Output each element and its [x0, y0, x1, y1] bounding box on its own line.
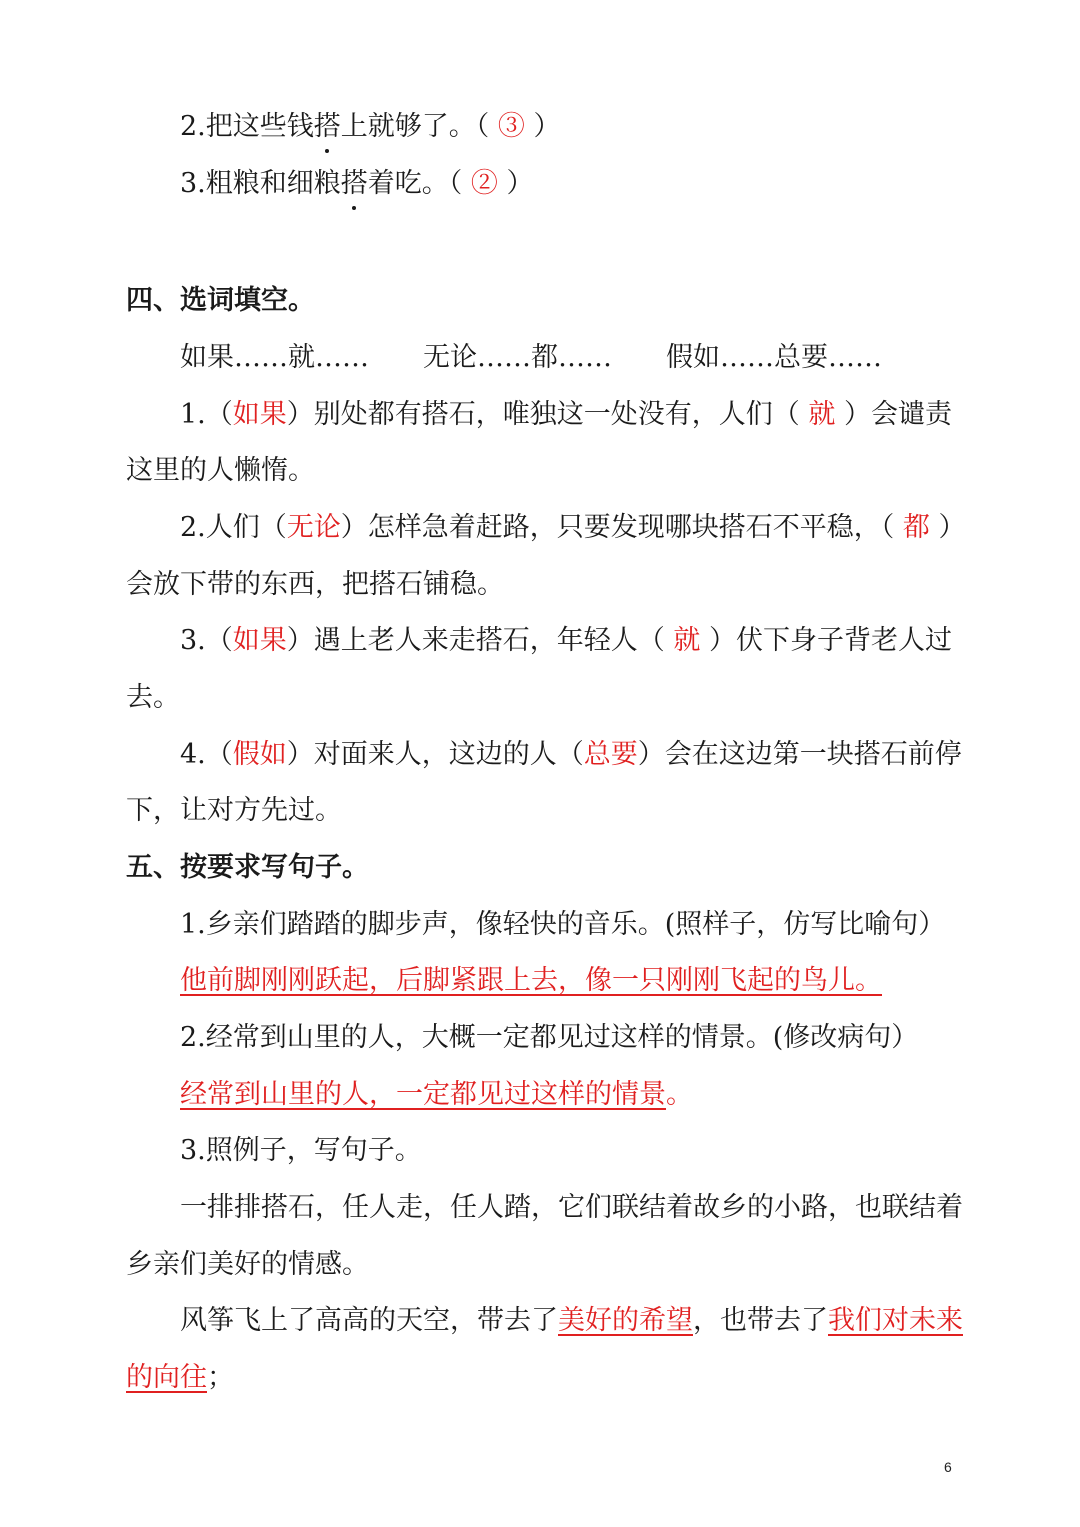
s4-item-1-cont: 这里的人懒惰。 [126, 455, 315, 486]
section-5-heading: 五、按要求写句子。 [126, 852, 369, 883]
answer: ③ [497, 111, 525, 142]
s5-question-1: 1.乡亲们踏踏的脚步声，像轻快的音乐。(照样子，仿写比喻句） [180, 909, 946, 940]
answer-underlined: 经常到山里的人，一定都见过这样的情景 [180, 1079, 666, 1110]
s5-question-2: 2.经常到山里的人，大概一定都见过这样的情景。(修改病句） [180, 1022, 919, 1053]
word-options [180, 338, 936, 378]
answer-underlined: 他前脚刚刚跃起，后脚紧跟上去，像一只刚刚飞起的鸟儿。 [180, 965, 882, 996]
s4-item-2-cont: 会放下带的东西，把搭石铺稳。 [126, 569, 504, 600]
s4-item-3-cont: 去。 [126, 682, 180, 713]
option: 假如……总要…… [666, 342, 882, 373]
s4-item-2: 2.人们（无论）怎样急着赶路，只要发现哪块搭石不平稳，（ 都 ） [180, 512, 966, 543]
answer: 就 [673, 625, 701, 656]
answer: 如果 [232, 399, 287, 430]
answer: 就 [808, 399, 836, 430]
option: 如果……就…… [180, 342, 369, 373]
s5-answer-3: 风筝飞上了高高的天空，带去了美好的希望，也带去了我们对未来 [180, 1305, 963, 1336]
answer: 都 [902, 512, 930, 543]
answer: 总要 [583, 739, 638, 770]
answer: 无论 [286, 512, 341, 543]
answer: 假如 [232, 739, 287, 770]
s5-answer-1 [180, 961, 882, 1001]
q3-item-2: 2.把这些钱搭上就够了。（ ③ ） [180, 107, 560, 147]
answer-underlined: 美好的希望 [558, 1305, 693, 1336]
answer-underlined: 我们对未来 [828, 1305, 963, 1336]
s4-item-3: 3.（如果）遇上老人来走搭石，年轻人（ 就 ）伏下身子背老人过 [180, 625, 952, 656]
emphasis-dot-char: 搭 [341, 164, 368, 204]
answer: ② [470, 168, 498, 199]
example-line-1: 一排排搭石，任人走，任人踏，它们联结着故乡的小路，也联结着 [180, 1192, 963, 1223]
s5-question-3: 3.照例子，写句子。 [180, 1135, 422, 1166]
s4-item-4: 4.（假如）对面来人，这边的人（总要）会在这边第一块搭石前停 [180, 739, 962, 770]
s5-answer-3-cont: 的向往； [126, 1362, 234, 1393]
s4-item-1: 1.（如果）别处都有搭石，唯独这一处没有，人们（ 就 ）会谴责 [180, 399, 952, 430]
emphasis-dot-char: 搭 [314, 107, 341, 147]
q3-item-3: 3.粗粮和细粮搭着吃。（ ② ） [180, 164, 533, 204]
s5-answer-2: 经常到山里的人，一定都见过这样的情景。 [180, 1079, 693, 1110]
answer-underlined: 的向往 [126, 1362, 207, 1393]
s4-item-4-cont: 下，让对方先过。 [126, 795, 342, 826]
answer: 如果 [232, 625, 287, 656]
example-line-2: 乡亲们美好的情感。 [126, 1249, 369, 1280]
page-number: 6 [944, 1459, 952, 1475]
section-4-heading: 四、选词填空。 [126, 285, 315, 316]
option: 无论……都…… [423, 342, 612, 373]
